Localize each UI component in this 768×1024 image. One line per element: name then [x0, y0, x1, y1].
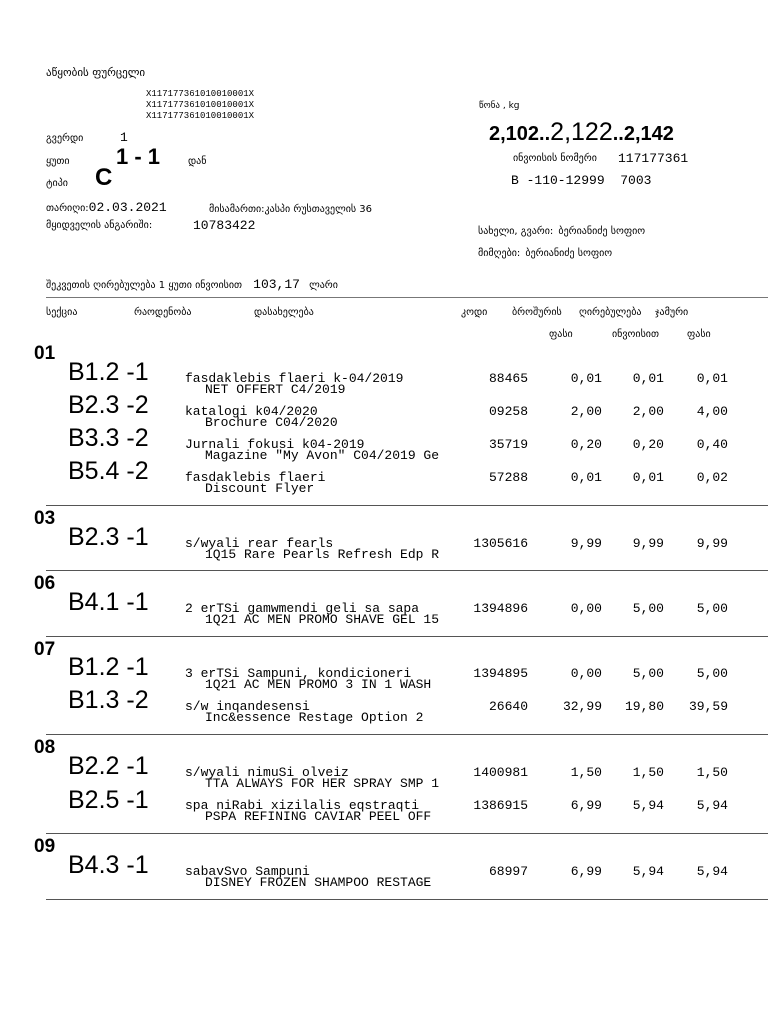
- item-price: 0,01: [570, 470, 602, 485]
- receiver: [478, 241, 612, 260]
- item-name-en: 1Q21 AC MEN PROMO 3 IN 1 WASH: [205, 677, 432, 692]
- item-code: 1400981: [473, 765, 528, 780]
- col-section: სექცია: [46, 307, 78, 318]
- item-total: 5,00: [696, 601, 728, 616]
- item-total: 0,01: [696, 371, 728, 386]
- item-invoice-price: 19,80: [624, 699, 664, 714]
- name-label: სახელი, გვარი:: [478, 226, 554, 237]
- section-number: 01: [34, 343, 56, 364]
- item-code: 1394895: [473, 666, 528, 681]
- section-number: 08: [34, 737, 56, 758]
- box-suffix: დან: [188, 156, 207, 167]
- item-code: 09258: [488, 404, 528, 419]
- invoice-number: 117177361: [618, 151, 689, 166]
- item-invoice-price: 9,99: [632, 536, 664, 551]
- section-divider: [46, 505, 768, 506]
- item-position: B3.3 -2: [68, 424, 149, 452]
- item-total: 9,99: [696, 536, 728, 551]
- item-invoice-price: 0,20: [632, 437, 664, 452]
- item-name: spa niRabi xizilalis eqstraqti: [185, 798, 420, 813]
- section-divider: [46, 636, 768, 637]
- item-name: 2 erTSi gamwmendi geli sa sapa: [185, 601, 420, 616]
- item-position: B2.2 -1: [68, 752, 149, 780]
- barcode-line: X117177361010010001X: [146, 89, 255, 99]
- item-position: B1.2 -1: [68, 653, 149, 681]
- header-divider: [46, 297, 768, 298]
- receiver-value: ბერიანიძე სოფიო: [525, 248, 613, 259]
- name-value: ბერიანიძე სოფიო: [558, 226, 646, 237]
- barcode-line: X117177361010010001X: [146, 100, 255, 110]
- item-total: 1,50: [696, 765, 728, 780]
- col-name: დასახელება: [254, 307, 314, 318]
- item-position: B2.5 -1: [68, 786, 149, 814]
- item-invoice-price: 5,94: [632, 798, 664, 813]
- item-code: 1394896: [473, 601, 528, 616]
- weight-mid: 2,122: [550, 118, 613, 146]
- type-label: ტიპი: [46, 178, 68, 189]
- item-code: 68997: [488, 864, 528, 879]
- item-price: 32,99: [562, 699, 602, 714]
- col-value: ღირებულება: [579, 307, 642, 318]
- item-price: 0,00: [570, 601, 602, 616]
- item-name-en: 1Q21 AC MEN PROMO SHAVE GEL 15: [205, 612, 440, 627]
- order-value: [46, 273, 338, 292]
- item-name: Jurnali fokusi k04-2019: [185, 437, 365, 452]
- item-code: 57288: [488, 470, 528, 485]
- item-name: sabavSvo Sampuni: [185, 864, 310, 879]
- section-number: 06: [34, 573, 56, 594]
- item-invoice-price: 0,01: [632, 371, 664, 386]
- document-title: აწყობის ფურცელი: [46, 66, 146, 79]
- item-position: B1.2 -1: [68, 358, 149, 386]
- invoice-label: ინვოისის ნომერი: [513, 153, 597, 164]
- item-name-en: 1Q15 Rare Pearls Refresh Edp R: [205, 547, 440, 562]
- account-value: 10783422: [193, 218, 256, 233]
- weight-range: [489, 118, 674, 148]
- item-code: 35719: [488, 437, 528, 452]
- item-name: s/wyali nimuSi olveiz: [185, 765, 349, 780]
- date-value: 02.03.2021: [88, 200, 167, 215]
- barcode-line: X117177361010010001X: [146, 111, 255, 121]
- item-name-en: Magazine "My Avon" C04/2019 Ge: [205, 448, 440, 463]
- weight-max: ..2,142: [612, 123, 674, 145]
- section-number: 09: [34, 836, 56, 857]
- item-position: B2.3 -2: [68, 391, 149, 419]
- item-position: B2.3 -1: [68, 523, 149, 551]
- address-value: კასპი რუსთაველის 36: [264, 204, 373, 215]
- weight-min: 2,102..: [489, 123, 551, 145]
- section-divider: [46, 570, 768, 571]
- item-total: 5,94: [696, 798, 728, 813]
- item-invoice-price: 0,01: [632, 470, 664, 485]
- box-label: ყუთი: [46, 156, 70, 167]
- col-brochure: ბროშურის: [512, 307, 562, 318]
- receiver-label: მიმღები:: [478, 248, 521, 259]
- item-price: 9,99: [570, 536, 602, 551]
- item-position: B1.3 -2: [68, 686, 149, 714]
- item-total: 5,94: [696, 864, 728, 879]
- address-field: [209, 197, 372, 216]
- col-price: ფასი: [549, 329, 573, 340]
- item-invoice-price: 1,50: [632, 765, 664, 780]
- item-invoice-price: 5,00: [632, 601, 664, 616]
- item-name: s/w inqandesensi: [185, 699, 310, 714]
- item-invoice-price: 2,00: [632, 404, 664, 419]
- item-code: 1386915: [473, 798, 528, 813]
- item-price: 6,99: [570, 798, 602, 813]
- item-name: s/wyali rear fearls: [185, 536, 334, 551]
- item-name: fasdaklebis flaeri k-04/2019: [185, 371, 404, 386]
- col-quantity: რაოდენობა: [134, 307, 192, 318]
- item-position: B5.4 -2: [68, 457, 149, 485]
- page-label: გვერდი: [46, 133, 84, 144]
- item-code: 26640: [488, 699, 528, 714]
- page-value: 1: [120, 130, 128, 145]
- item-price: 6,99: [570, 864, 602, 879]
- weight-label: წონა , kg: [479, 101, 520, 111]
- customer-name: [478, 219, 645, 238]
- col-code: კოდი: [461, 307, 488, 318]
- address-label: მისამართი:: [209, 204, 265, 215]
- section-divider: [46, 833, 768, 834]
- account-label: მყიდველის ანგარიში:: [46, 220, 153, 231]
- item-price: 0,20: [570, 437, 602, 452]
- box-value: 1 - 1: [116, 144, 161, 169]
- item-total: 0,40: [696, 437, 728, 452]
- item-name: katalogi k04/2020: [185, 404, 318, 419]
- section-divider: [46, 734, 768, 735]
- item-invoice-price: 5,00: [632, 666, 664, 681]
- item-name-en: TTA ALWAYS FOR HER SPRAY SMP 1: [205, 776, 440, 791]
- order-value-label: შეკვეთის ღირებულება 1 ყუთი ინვოისით: [46, 280, 243, 291]
- item-name-en: Inc&essence Restage Option 2: [205, 710, 424, 725]
- section-divider: [46, 899, 768, 900]
- item-code: 1305616: [473, 536, 528, 551]
- item-total: 4,00: [696, 404, 728, 419]
- date-label: თარიღი:: [46, 203, 89, 214]
- item-name-en: Brochure C04/2020: [205, 415, 338, 430]
- item-price: 0,01: [570, 371, 602, 386]
- item-price: 1,50: [570, 765, 602, 780]
- item-code: 88465: [488, 371, 528, 386]
- order-value-currency: ლარი: [309, 280, 338, 291]
- item-name-en: Discount Flyer: [205, 481, 315, 496]
- section-number: 03: [34, 508, 56, 529]
- item-price: 0,00: [570, 666, 602, 681]
- col-total: ჯამური: [655, 307, 689, 318]
- order-value-amount: 103,17: [253, 277, 300, 292]
- item-name: fasdaklebis flaeri: [185, 470, 326, 485]
- item-total: 5,00: [696, 666, 728, 681]
- item-name-en: PSPA REFINING CAVIAR PEEL OFF: [205, 809, 432, 824]
- item-name: 3 erTSi Sampuni, kondicioneri: [185, 666, 412, 681]
- item-name-en: NET OFFERT C4/2019: [205, 382, 346, 397]
- section-number: 07: [34, 639, 56, 660]
- col-invoice: ინვოისით: [612, 329, 659, 340]
- item-total: 39,59: [688, 699, 728, 714]
- reference-number: B -110-12999 7003: [511, 173, 652, 188]
- item-total: 0,02: [696, 470, 728, 485]
- item-price: 2,00: [570, 404, 602, 419]
- item-position: B4.3 -1: [68, 851, 149, 879]
- item-invoice-price: 5,94: [632, 864, 664, 879]
- date-field: [46, 196, 167, 215]
- type-value: C: [95, 164, 113, 191]
- item-name-en: DISNEY FROZEN SHAMPOO RESTAGE: [205, 875, 432, 890]
- item-position: B4.1 -1: [68, 588, 149, 616]
- col-total-price: ფასი: [687, 329, 711, 340]
